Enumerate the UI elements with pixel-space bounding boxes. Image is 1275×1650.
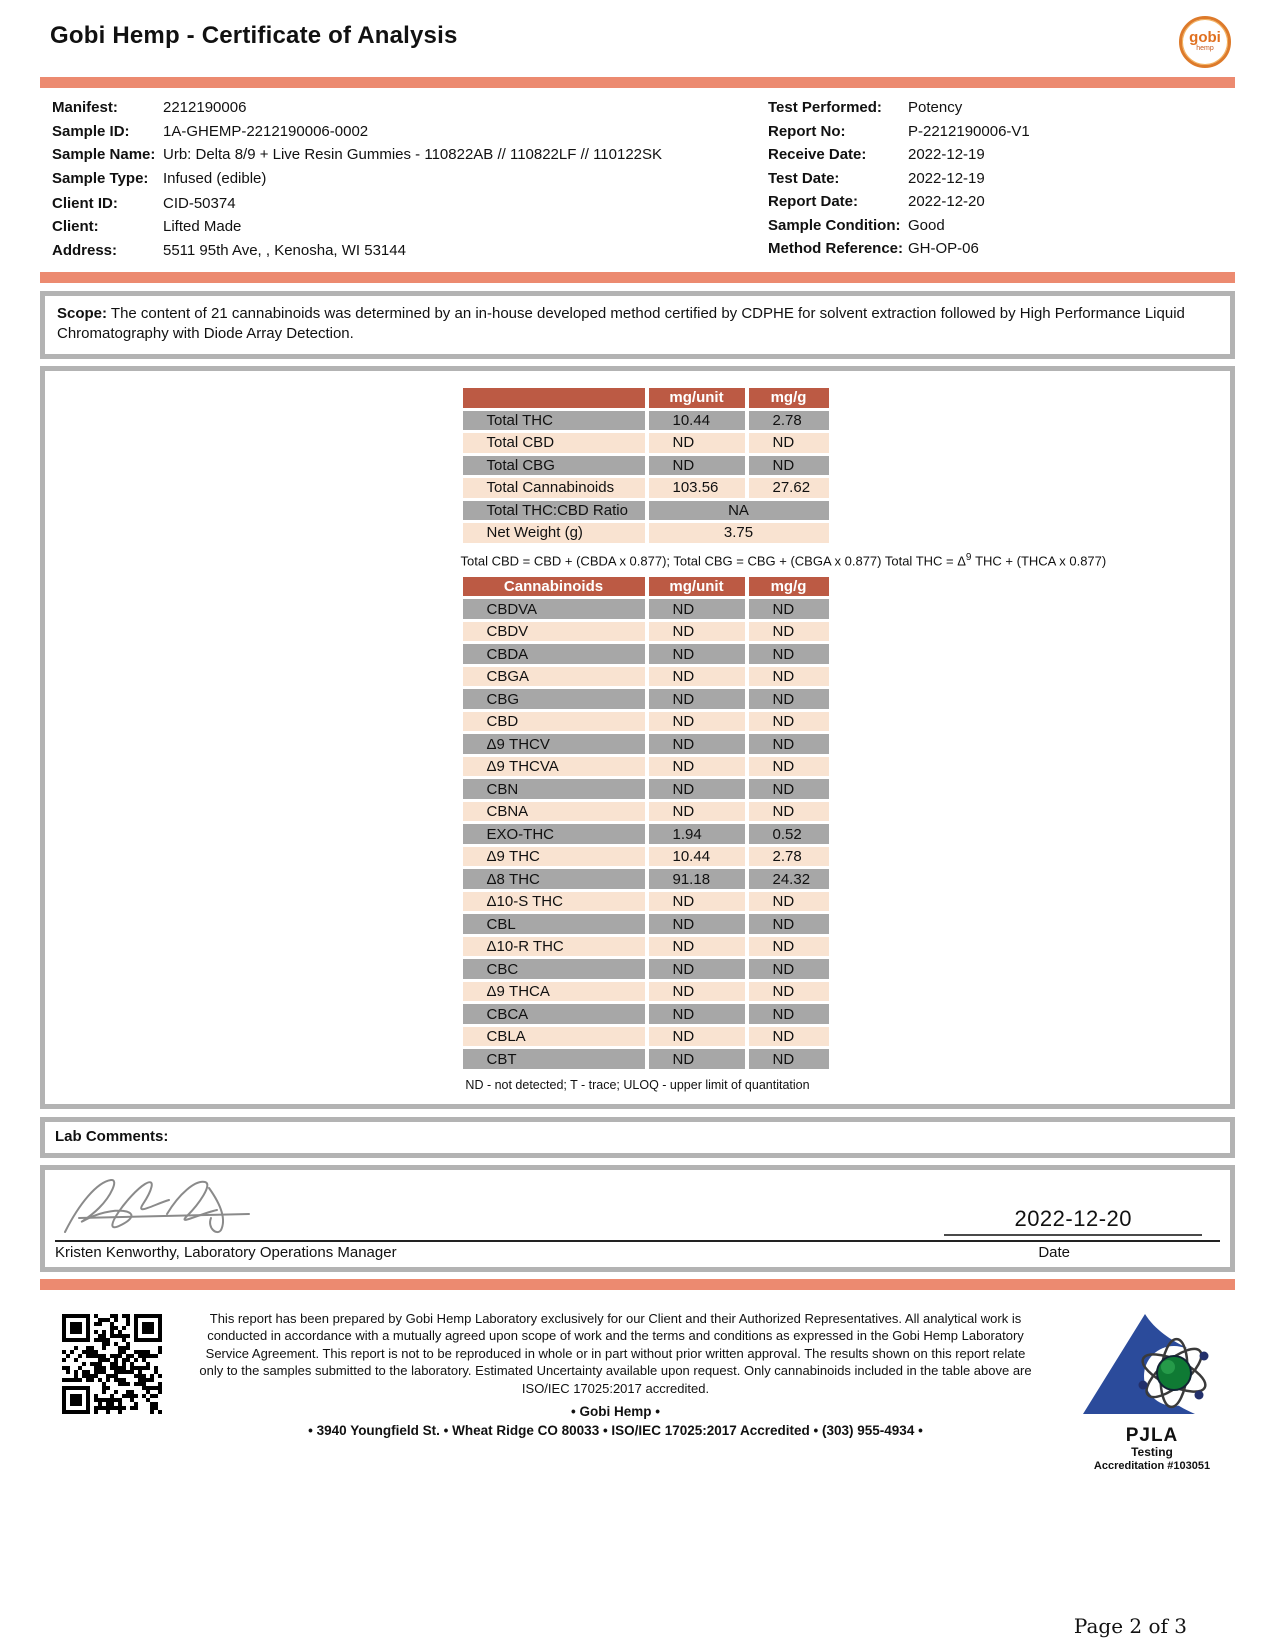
mg-g-value: ND	[749, 914, 829, 934]
info-row	[52, 145, 768, 164]
date-label: Date	[1038, 1243, 1070, 1261]
mg-g-value: ND	[749, 959, 829, 979]
info-value: P-2212190006-V1	[908, 122, 1030, 140]
analyte-name: Total Cannabinoids	[463, 478, 645, 498]
analyte-name: CBC	[463, 959, 645, 979]
analyte-name: CBDV	[463, 622, 645, 642]
sample-info-right	[768, 98, 1228, 264]
logo-subtext: hemp	[1196, 45, 1214, 52]
logo-text: gobi	[1189, 29, 1221, 46]
mg-unit-value: ND	[649, 712, 745, 732]
disclaimer-block	[192, 1310, 1039, 1439]
cannabinoid-row	[463, 1027, 829, 1047]
cannabinoid-row	[463, 982, 829, 1002]
mg-g-value: ND	[749, 1004, 829, 1024]
mg-unit-value: ND	[649, 1027, 745, 1047]
cannabinoid-row	[463, 959, 829, 979]
info-label: Sample Condition:	[768, 216, 901, 234]
column-header: mg/g	[749, 577, 829, 597]
info-row	[52, 98, 768, 117]
cannabinoid-row	[463, 1049, 829, 1069]
info-value: GH-OP-06	[908, 240, 979, 257]
mg-unit-value: ND	[649, 1004, 745, 1024]
formula-pre: Total CBD = CBD + (CBDA x 0.877); Total CBG = CBG + (CBGA x 0.877) Total THC = Δ	[460, 552, 966, 568]
mg-unit-value: ND	[649, 667, 745, 687]
mg-unit-value: ND	[649, 892, 745, 912]
mg-g-value: 2.78	[749, 411, 829, 431]
totals-row	[463, 478, 829, 498]
info-value: Good	[908, 216, 945, 234]
cannabinoids-table	[459, 574, 833, 1072]
cannabinoid-row	[463, 937, 829, 957]
info-row	[52, 122, 768, 141]
column-header: mg/g	[749, 388, 829, 408]
mg-g-value: 2.78	[749, 847, 829, 867]
info-value: 2022-12-20	[908, 193, 985, 210]
mg-unit-value: ND	[649, 757, 745, 777]
page-number: Page 2 of 3	[1073, 1614, 1187, 1638]
mg-g-value: ND	[749, 982, 829, 1002]
cannabinoid-row	[463, 734, 829, 754]
mg-g-value: ND	[749, 892, 829, 912]
disclaimer-text: This report has been prepared by Gobi Hemp Laboratory exclusively for our Client and their Authorized Representatives. All analytical work is conducted in accordance with a mutually agreed upon scope of work and the terms and conditions as expressed in the Gobi Hemp Laboratory Service Agreement. This report is not to be reproduced in whole or in part without prior written approval. The results shown on this report relate only to the samples submitted to the laboratory. Estimated Uncertainty available upon request. Only cannabinoids included in the table above are ISO/IEC 17025:2017 accredited.	[199, 1310, 1032, 1396]
mg-g-value: 27.62	[749, 478, 829, 498]
page-title: Gobi Hemp - Certificate of Analysis	[50, 22, 458, 49]
mg-unit-value: ND	[649, 1049, 745, 1069]
divider-bar-mid	[40, 272, 1235, 283]
info-label: Manifest:	[52, 99, 118, 116]
info-label: Sample Type:	[52, 169, 149, 187]
formula-post: THC + (THCA x 0.877)	[971, 552, 1107, 568]
column-header: mg/unit	[649, 388, 745, 408]
analyte-name: CBLA	[463, 1027, 645, 1047]
analyte-name: Total CBG	[463, 456, 645, 476]
lab-comments-box	[40, 1117, 1235, 1158]
info-label: Address:	[52, 241, 118, 259]
info-label: Client:	[52, 218, 99, 235]
info-value: CID-50374	[163, 194, 236, 212]
cannabinoid-row	[463, 712, 829, 732]
info-value: Urb: Delta 8/9 + Live Resin Gummies - 110822AB // 110822LF // 110122SK	[163, 146, 663, 163]
analyte-name: Net Weight (g)	[463, 523, 645, 543]
totals-header-row	[463, 388, 829, 408]
info-value: Infused (edible)	[163, 169, 267, 187]
cannabinoid-row	[463, 689, 829, 709]
table-footnote: ND - not detected; T - trace; ULOQ - upper limit of quantitation	[465, 1077, 810, 1092]
cannabinoid-row	[463, 847, 829, 867]
analyte-name: Total THC	[463, 411, 645, 431]
analyte-name: CBNA	[463, 802, 645, 822]
info-row	[768, 145, 1228, 164]
cannabinoid-row	[463, 869, 829, 889]
analyte-name: CBN	[463, 779, 645, 799]
totals-table	[459, 385, 833, 546]
info-label: Test Performed:	[768, 99, 882, 116]
mg-g-value: ND	[749, 667, 829, 687]
cannabinoid-row	[463, 802, 829, 822]
signature-box	[40, 1165, 1235, 1272]
column-header	[463, 388, 645, 408]
analyte-name: Total CBD	[463, 433, 645, 453]
analyte-name: Total THC:CBD Ratio	[463, 501, 645, 521]
mg-unit-value: 91.18	[649, 869, 745, 889]
totals-row	[463, 501, 829, 521]
info-row	[52, 169, 768, 188]
mg-unit-value: ND	[649, 622, 745, 642]
cannabinoid-row	[463, 779, 829, 799]
cannabinoid-row	[463, 914, 829, 934]
results-box	[40, 366, 1235, 1109]
header	[0, 0, 1275, 68]
mg-g-value: ND	[749, 802, 829, 822]
info-row	[768, 169, 1228, 188]
mg-g-value: 24.32	[749, 869, 829, 889]
info-label: Client ID:	[52, 194, 118, 212]
info-row	[52, 217, 768, 236]
analyte-name: CBDA	[463, 644, 645, 664]
cannabinoid-row	[463, 667, 829, 687]
info-row	[768, 98, 1228, 117]
totals-row	[463, 523, 829, 543]
mg-g-value: ND	[749, 712, 829, 732]
cannabinoid-row	[463, 622, 829, 642]
cannabinoid-row	[463, 757, 829, 777]
sample-info-left	[52, 98, 768, 264]
cannabinoid-row	[463, 1004, 829, 1024]
total-formula-note	[460, 551, 1107, 568]
mg-g-value: ND	[749, 599, 829, 619]
analyte-name: Δ10-R THC	[463, 937, 645, 957]
cannabinoid-row	[463, 644, 829, 664]
mg-g-value: ND	[749, 1049, 829, 1069]
scope-box	[40, 291, 1235, 359]
scope-text: The content of 21 cannabinoids was determined by an in-house developed method certified by CDPHE for solvent extraction followed by High Performance Liquid Chromatography with Diode Array Detection.	[57, 305, 1185, 342]
cannabinoid-row	[463, 599, 829, 619]
pjla-name: PJLA	[1125, 1424, 1179, 1446]
mg-unit-value: 103.56	[649, 478, 745, 498]
cannabinoids-header-row	[463, 577, 829, 597]
mg-g-value: ND	[749, 456, 829, 476]
analyte-name: CBG	[463, 689, 645, 709]
info-label: Report No:	[768, 122, 846, 140]
signature-labels	[55, 1244, 1220, 1261]
mg-g-value: ND	[749, 689, 829, 709]
column-header: Cannabinoids	[463, 577, 645, 597]
pjla-accreditation-block	[1057, 1310, 1247, 1473]
signature-line	[55, 1240, 1220, 1242]
sample-info-section	[0, 88, 1275, 272]
mg-g-value: 0.52	[749, 824, 829, 844]
info-row	[768, 192, 1228, 211]
signature-row	[55, 1174, 1220, 1236]
totals-row	[463, 456, 829, 476]
mg-unit-value: ND	[649, 433, 745, 453]
info-value: 2212190006	[163, 99, 247, 116]
formula-sup: 9	[965, 551, 972, 563]
cannabinoid-row	[463, 892, 829, 912]
mg-unit-value: ND	[649, 456, 745, 476]
mg-unit-value: ND	[649, 689, 745, 709]
pjla-logo-icon	[1067, 1310, 1237, 1422]
mg-unit-value: ND	[649, 779, 745, 799]
totals-row	[463, 433, 829, 453]
pjla-sub: Testing	[1131, 1444, 1173, 1459]
merged-value: NA	[649, 501, 829, 521]
totals-row	[463, 411, 829, 431]
info-value: 2022-12-19	[908, 146, 985, 163]
info-row	[52, 241, 768, 260]
mg-unit-value: ND	[649, 982, 745, 1002]
scope-label: Scope:	[57, 305, 108, 322]
analyte-name: CBT	[463, 1049, 645, 1069]
mg-unit-value: 10.44	[649, 847, 745, 867]
info-row	[768, 216, 1228, 235]
mg-g-value: ND	[749, 622, 829, 642]
merged-value: 3.75	[649, 523, 829, 543]
mg-g-value: ND	[749, 644, 829, 664]
signer-name-title: Kristen Kenworthy, Laboratory Operations Manager	[55, 1243, 397, 1261]
analyte-name: CBGA	[463, 667, 645, 687]
info-value: Lifted Made	[163, 218, 242, 235]
gobi-hemp-logo-icon	[1179, 16, 1231, 68]
cannabinoid-row	[463, 824, 829, 844]
info-label: Method Reference:	[768, 240, 904, 257]
analyte-name: CBCA	[463, 1004, 645, 1024]
mg-unit-value: ND	[649, 599, 745, 619]
info-label: Receive Date:	[768, 146, 867, 163]
analyte-name: Δ9 THCVA	[463, 757, 645, 777]
footer	[0, 1290, 1275, 1473]
analyte-name: Δ9 THC	[463, 847, 645, 867]
mg-unit-value: 10.44	[649, 411, 745, 431]
info-label: Sample Name:	[52, 146, 156, 163]
analyte-name: CBDVA	[463, 599, 645, 619]
analyte-name: EXO-THC	[463, 824, 645, 844]
lab-comments-label: Lab Comments:	[55, 1127, 169, 1145]
mg-g-value: ND	[749, 1027, 829, 1047]
mg-unit-value: ND	[649, 644, 745, 664]
mg-g-value: ND	[749, 734, 829, 754]
info-row	[768, 239, 1228, 258]
analyte-name: CBD	[463, 712, 645, 732]
signature-date-value: 2022-12-20	[944, 1206, 1202, 1236]
mg-unit-value: ND	[649, 914, 745, 934]
qr-code	[62, 1314, 164, 1416]
analyte-name: Δ8 THC	[463, 869, 645, 889]
analyte-name: Δ9 THCV	[463, 734, 645, 754]
info-value: Potency	[908, 99, 963, 116]
mg-unit-value: 1.94	[649, 824, 745, 844]
mg-unit-value: ND	[649, 734, 745, 754]
mg-g-value: ND	[749, 779, 829, 799]
mg-g-value: ND	[749, 757, 829, 777]
mg-g-value: ND	[749, 433, 829, 453]
tables-wrap	[459, 385, 1107, 1092]
divider-bar-bottom	[40, 1279, 1235, 1290]
info-label: Sample ID:	[52, 122, 130, 140]
info-row	[768, 122, 1228, 141]
info-value: 1A-GHEMP-2212190006-0002	[163, 122, 369, 140]
info-label: Report Date:	[768, 193, 859, 210]
mg-unit-value: ND	[649, 937, 745, 957]
info-row	[52, 194, 768, 213]
info-value: 5511 95th Ave, , Kenosha, WI 53144	[163, 241, 406, 259]
info-value: 2022-12-19	[908, 169, 985, 187]
mg-unit-value: ND	[649, 802, 745, 822]
pjla-accreditation-number: Accreditation #103051	[1093, 1459, 1211, 1472]
divider-bar-top	[40, 77, 1235, 88]
footer-address-line: • 3940 Youngfield St. • Wheat Ridge CO 80033 • ISO/IEC 17025:2017 Accredited • (303) 955-4934 •	[308, 1423, 923, 1439]
analyte-name: CBL	[463, 914, 645, 934]
analyte-name: Δ10-S THC	[463, 892, 645, 912]
mg-unit-value: ND	[649, 959, 745, 979]
column-header: mg/unit	[649, 577, 745, 597]
info-label: Test Date:	[768, 169, 840, 187]
mg-g-value: ND	[749, 937, 829, 957]
footer-org-line: • Gobi Hemp •	[571, 1404, 660, 1420]
analyte-name: Δ9 THCA	[463, 982, 645, 1002]
signature-icon	[59, 1174, 269, 1236]
